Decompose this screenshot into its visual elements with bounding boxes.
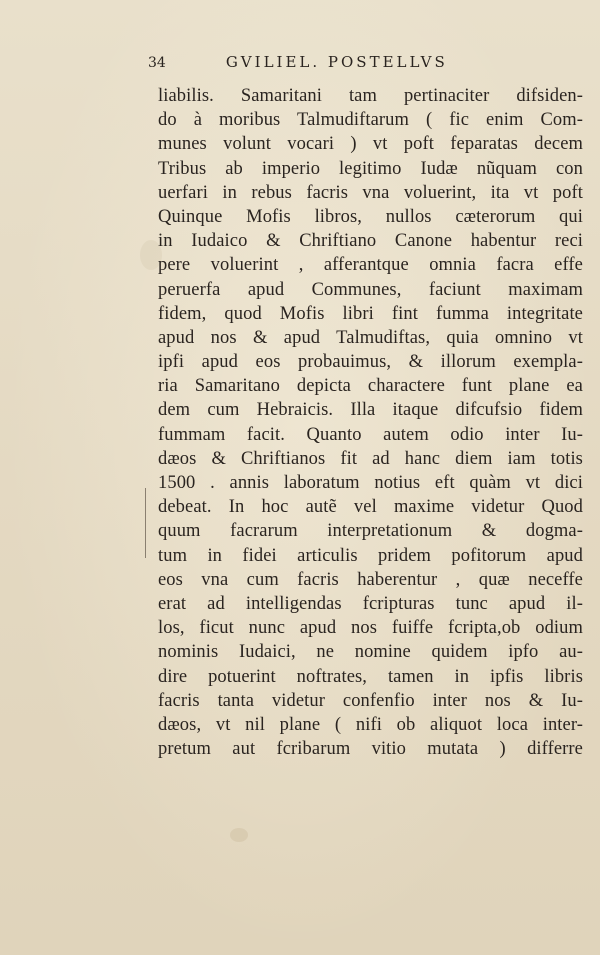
page-header [148, 53, 528, 77]
text-line: Quinque Mofis libros, nullos cæterorum qui [158, 206, 583, 227]
margin-bracket [145, 488, 156, 558]
text-block [158, 84, 583, 761]
text-line: erat ad intelligendas fcripturas tunc apud il- [158, 593, 583, 614]
text-line: uerfari in rebus facris vna voluerint, ita vt poft [158, 182, 583, 203]
text-line: ipfi apud eos probauimus, & illorum exempla- [158, 352, 583, 373]
text-line: dem cum Hebraicis. Illa itaque difcufsio fidem [158, 400, 583, 421]
text-line: fummam facit. Quanto autem odio inter Iu- [158, 424, 583, 445]
text-line: fidem, quod Mofis libri fint fumma integritate [158, 303, 583, 324]
running-head: GVILIEL. POSTELLVS [225, 53, 448, 71]
text-line: peruerfa apud Communes, faciunt maximam [158, 279, 583, 300]
text-line: Tribus ab imperio legitimo Iudæ nũquam con [158, 158, 583, 179]
text-line: dire potuerint noftrates, tamen in ipfis libris [158, 666, 583, 687]
text-line: dæos & Chriftianos fit ad hanc diem iam totis [158, 448, 583, 469]
text-line: nominis Iudaici, ne nomine quidem ipfo au- [158, 642, 583, 663]
page-number: 34 [148, 55, 166, 71]
text-line: eos vna cum facris haberentur , quæ neceffe [158, 569, 583, 590]
text-line: 1500 . annis laboratum notius eft quàm vt dici [158, 473, 583, 493]
text-line: quum facrarum interpretationum & dogma- [158, 521, 583, 542]
text-line: pretum aut fcribarum vitio mutata ) differre [158, 739, 583, 760]
text-line: liabilis. Samaritani tam pertinaciter difsiden- [158, 86, 583, 106]
text-line: do à moribus Talmudiftarum ( fic enim Com- [158, 110, 583, 131]
text-line: debeat. In hoc autẽ vel maxime videtur Quod [158, 497, 583, 518]
text-line: los, ficut nunc apud nos fuiffe fcripta,ob odium [158, 618, 583, 639]
text-line: apud nos & apud Talmudiftas, quia omnino vt [158, 327, 583, 348]
text-line: tum in fidei articulis pridem pofitorum apud [158, 545, 583, 566]
paper-stain [230, 828, 248, 842]
text-line: facris tanta videtur confenfio inter nos & Iu- [158, 690, 583, 711]
text-line: ria Samaritano depicta charactere funt plane ea [158, 376, 583, 397]
text-line: pere voluerint , afferantque omnia facra effe [158, 255, 583, 276]
text-line: in Iudaico & Chriftiano Canone habentur reci [158, 231, 583, 252]
text-line: munes volunt vocari ) vt poft feparatas decem [158, 134, 583, 155]
text-line: dæos, vt nil plane ( nifi ob aliquot loca inter- [158, 714, 583, 735]
